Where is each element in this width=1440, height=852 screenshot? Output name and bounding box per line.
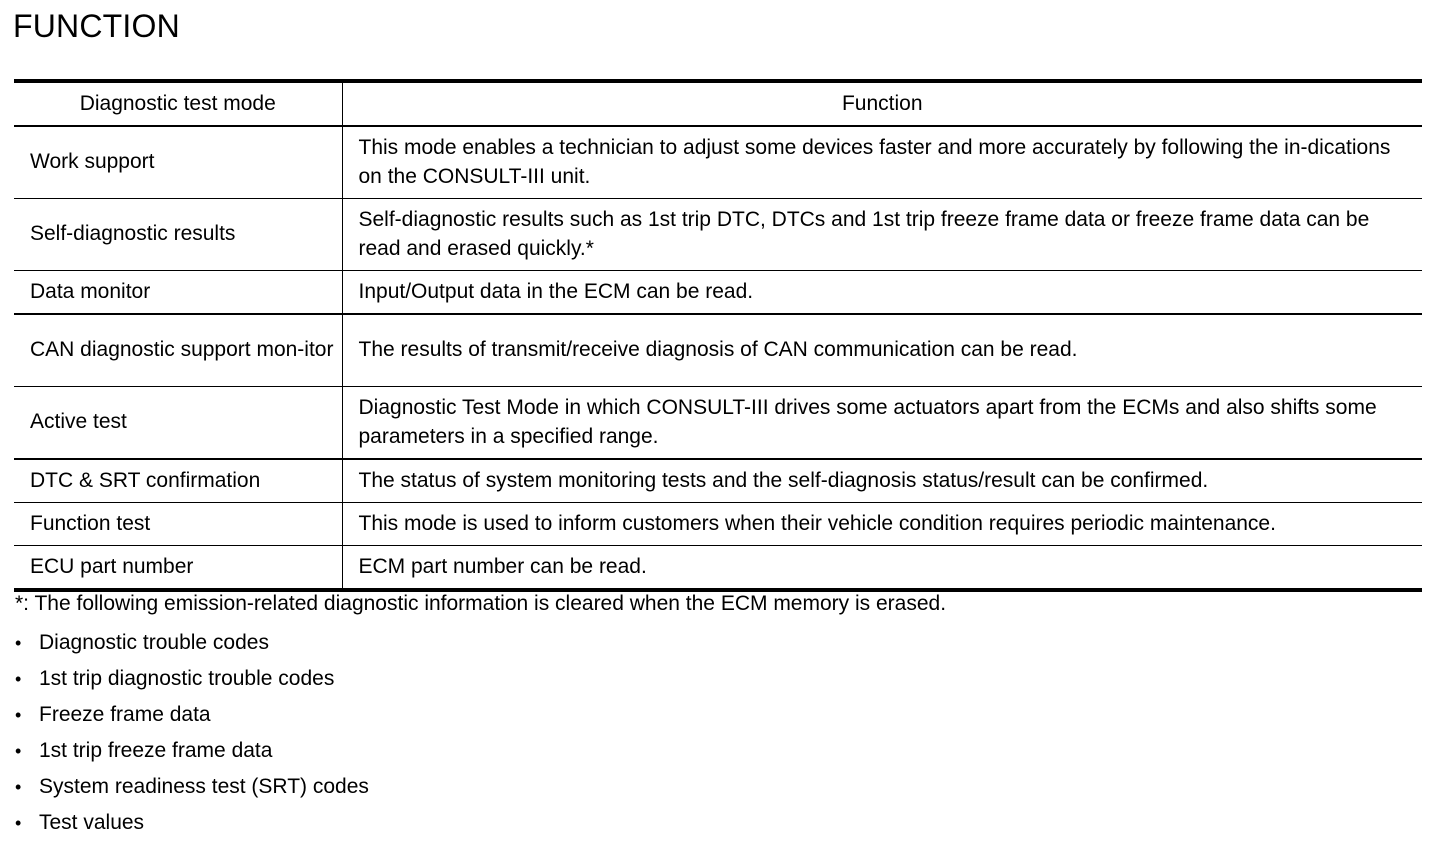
- row-mode: Active test: [14, 387, 342, 460]
- row-mode: DTC & SRT confirmation: [14, 459, 342, 503]
- bullet-icon: •: [15, 669, 22, 689]
- row-function: This mode is used to inform customers when their vehicle condition requires periodic maintenance.: [342, 503, 1422, 546]
- row-function: The status of system monitoring tests and the self-diagnosis status/result can be confirmed.: [342, 459, 1422, 503]
- row-function: The results of transmit/receive diagnosis of CAN communication can be read.: [342, 314, 1422, 387]
- bullet-icon: •: [15, 813, 22, 833]
- row-mode: Self-diagnostic results: [14, 199, 342, 271]
- table-header-row: [14, 81, 1422, 126]
- list-item-text: Test values: [39, 811, 145, 834]
- list-item: [15, 697, 369, 733]
- row-mode: Data monitor: [14, 271, 342, 315]
- row-function: Diagnostic Test Mode in which CONSULT-III drives some actuators apart from the ECMs and also shifts some parameters in a specified range.: [342, 387, 1422, 460]
- row-function: Input/Output data in the ECM can be read.: [342, 271, 1422, 315]
- footnote: *: The following emission-related diagnostic information is cleared when the ECM memory is erased.: [15, 592, 947, 615]
- row-mode: Function test: [14, 503, 342, 546]
- row-function: ECM part number can be read.: [342, 546, 1422, 591]
- table-row: [14, 126, 1422, 199]
- row-mode: CAN diagnostic support mon-itor: [14, 314, 342, 387]
- row-function: This mode enables a technician to adjust some devices faster and more accurately by following the in-dications on the CONSULT-III unit.: [342, 126, 1422, 199]
- header-diagnostic-test-mode: Diagnostic test mode: [14, 81, 342, 126]
- header-function: Function: [841, 91, 923, 115]
- table-row: [14, 546, 1422, 591]
- list-item-text: Freeze frame data: [39, 703, 211, 726]
- table-row: [14, 199, 1422, 271]
- list-item-text: 1st trip freeze frame data: [39, 739, 273, 762]
- list-item: [15, 625, 369, 661]
- table-row: [14, 459, 1422, 503]
- list-item-text: Diagnostic trouble codes: [39, 631, 269, 654]
- list-item: [15, 661, 369, 697]
- diagnostic-mode-table: [14, 79, 1422, 592]
- table-row: [14, 503, 1422, 546]
- table-row: [14, 271, 1422, 315]
- table-row: [14, 314, 1422, 387]
- row-mode: ECU part number: [14, 546, 342, 591]
- list-item-text: 1st trip diagnostic trouble codes: [39, 667, 335, 690]
- row-function: Self-diagnostic results such as 1st trip DTC, DTCs and 1st trip freeze frame data or freeze frame data can be read and erased quickly.*: [342, 199, 1422, 271]
- row-mode: Work support: [14, 126, 342, 199]
- list-item: [15, 769, 369, 805]
- table-row: [14, 387, 1422, 460]
- bullet-icon: •: [15, 705, 22, 725]
- list-item: [15, 805, 369, 841]
- bullet-icon: •: [15, 741, 22, 761]
- cleared-info-list: [15, 625, 369, 841]
- bullet-icon: •: [15, 633, 22, 653]
- bullet-icon: •: [15, 777, 22, 797]
- list-item: [15, 733, 369, 769]
- list-item-text: System readiness test (SRT) codes: [39, 775, 369, 798]
- page-title: FUNCTION: [13, 8, 180, 44]
